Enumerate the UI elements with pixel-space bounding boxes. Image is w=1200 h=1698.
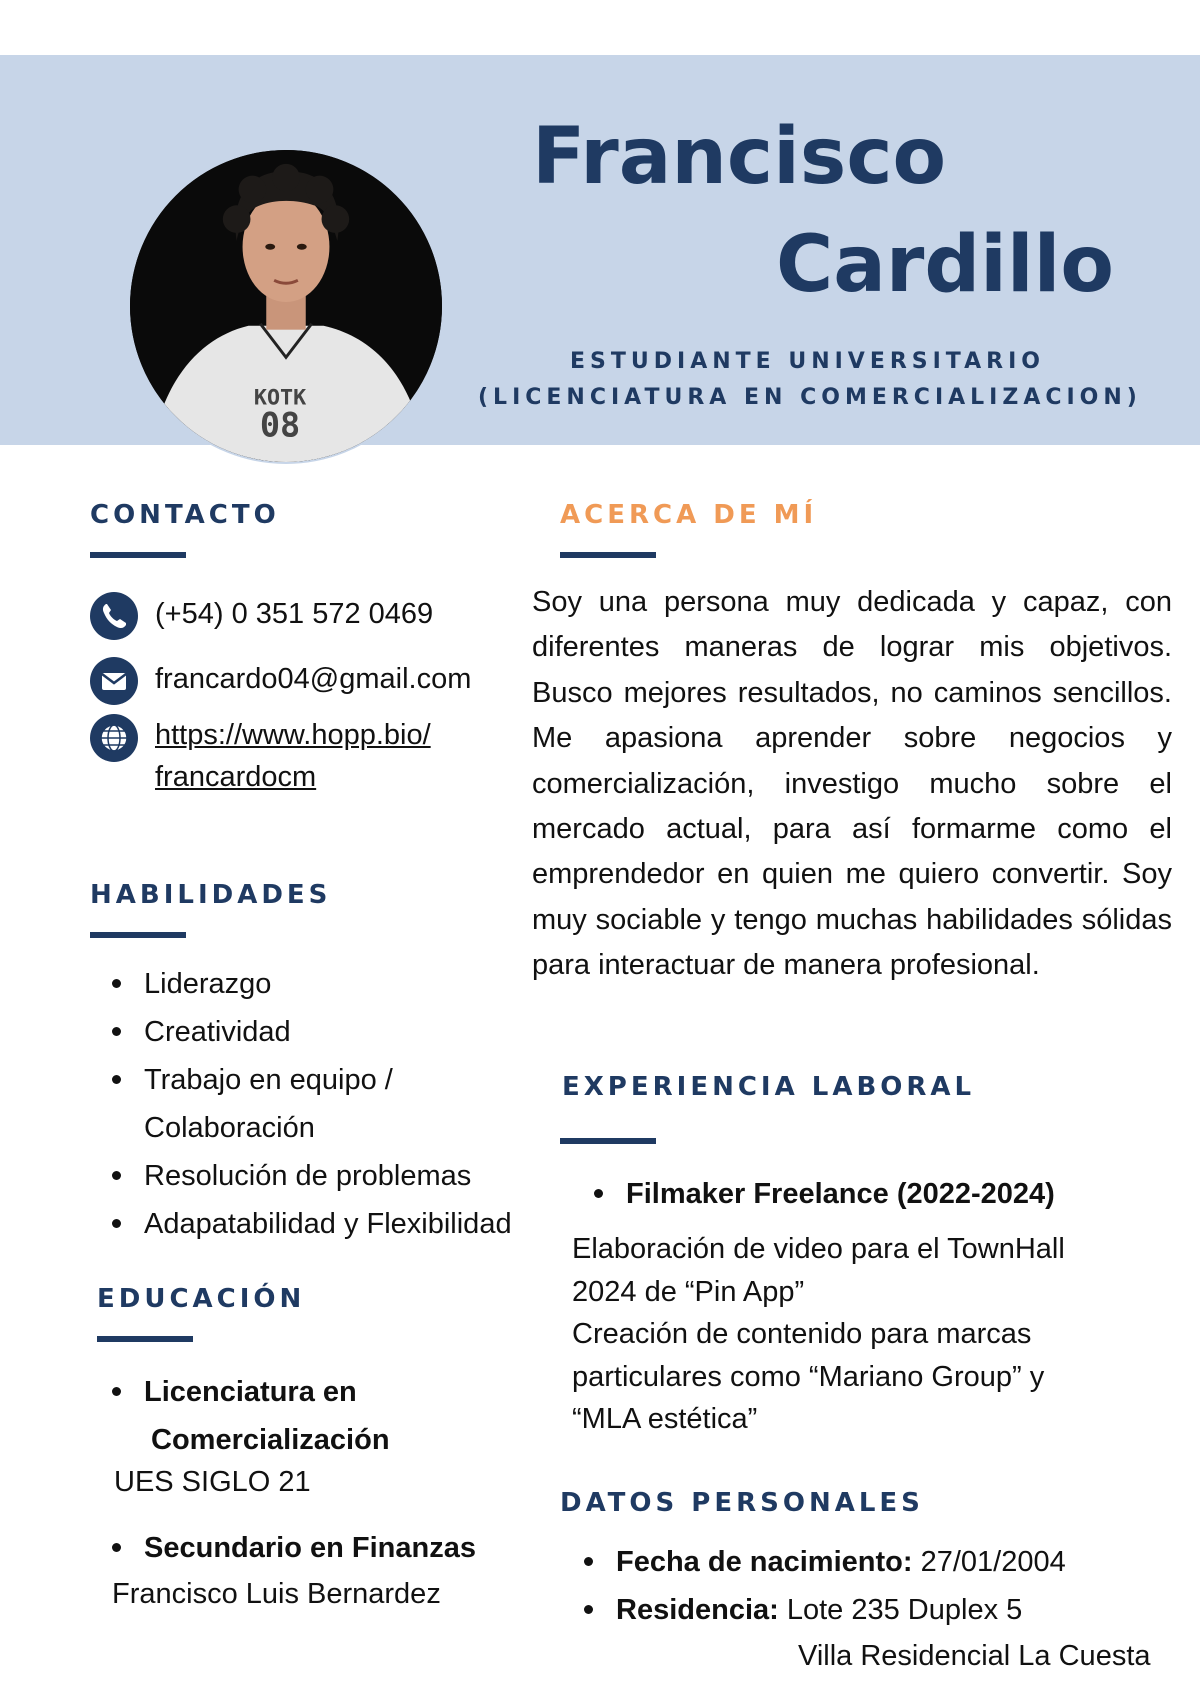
contact-title: CONTACTO <box>90 500 280 530</box>
about-text: Soy una persona muy dedicada y capaz, con diferentes maneras de lograr mis objetivos. Busco mejores resultados, no caminos sencillos. Me apasiona aprender sobre negocios y comercialización, investigo mucho sobre el mercado actual, para así formarme como el emprendedor en quien me quiero convertir. Soy muy sociable y tengo muchas habilidades sólidas para interactuar de manera profesional. <box>532 586 1172 982</box>
skill-item: Creatividad <box>110 1008 512 1056</box>
experience-line: “MLA estética” <box>572 1403 758 1436</box>
skills-title: HABILIDADES <box>90 880 332 910</box>
phone-icon <box>90 592 138 640</box>
experience-rule <box>560 1138 656 1144</box>
name-last: Cardillo <box>776 220 1114 310</box>
globe-icon <box>90 714 138 762</box>
website-link[interactable] <box>155 714 431 798</box>
job-title: Filmaker Freelance (2022-2024) <box>592 1170 1055 1218</box>
skill-item: Liderazgo <box>110 960 512 1008</box>
skills-rule <box>90 932 186 938</box>
skill-item-continuation: Colaboración <box>144 1112 315 1144</box>
residence-item <box>582 1586 1066 1634</box>
education-degree-2 <box>110 1524 476 1572</box>
personal-title: DATOS PERSONALES <box>560 1488 924 1518</box>
residence-value: Lote 235 Duplex 5 <box>778 1594 1023 1626</box>
subtitle-line-1: ESTUDIANTE UNIVERSITARIO <box>570 349 1045 374</box>
degree-line-1: Licenciatura en <box>110 1368 390 1416</box>
website-link-line2: francardocm <box>155 761 317 793</box>
birth-date-item <box>582 1538 1066 1586</box>
phone-number: (+54) 0 351 572 0469 <box>155 598 434 630</box>
education-degree-1 <box>110 1368 390 1464</box>
experience-line: Elaboración de video para el TownHall <box>572 1233 1065 1265</box>
contact-email-row <box>90 657 471 705</box>
contact-phone-row <box>90 592 433 640</box>
about-rule <box>560 552 656 558</box>
education-institution-1: UES SIGLO 21 <box>114 1466 311 1498</box>
birth-value: 27/01/2004 <box>912 1546 1066 1578</box>
birth-label: Fecha de nacimiento: <box>616 1546 913 1578</box>
education-title: EDUCACIÓN <box>97 1284 306 1314</box>
degree-2: Secundario en Finanzas <box>110 1524 476 1572</box>
shirt-text: KOTK <box>253 385 307 411</box>
email-icon <box>90 657 138 705</box>
contact-web-row <box>90 714 431 798</box>
experience-description <box>572 1228 1065 1441</box>
subtitle-line-2: (LICENCIATURA EN COMERCIALIZACION) <box>478 385 1142 410</box>
skills-list <box>110 960 512 1248</box>
experience-line: Creación de contenido para marcas <box>572 1318 1032 1351</box>
skill-item: Trabajo en equipo / <box>110 1056 512 1104</box>
email-link[interactable]: francardo04@gmail.com <box>155 663 472 695</box>
about-title: ACERCA DE MÍ <box>560 500 818 530</box>
shirt-number: 08 <box>259 405 301 445</box>
contact-rule <box>90 552 186 558</box>
skill-item: Adapatabilidad y Flexibilidad <box>110 1200 512 1248</box>
name-first: Francisco <box>532 112 947 202</box>
website-link-line1: https://www.hopp.bio/ <box>155 719 431 751</box>
experience-job <box>592 1170 1055 1218</box>
experience-line: particulares como “Mariano Group” y <box>572 1360 1045 1393</box>
residence-label: Residencia: <box>616 1594 779 1626</box>
education-rule <box>97 1336 193 1342</box>
personal-list <box>582 1538 1066 1634</box>
education-institution-2: Francisco Luis Bernardez <box>112 1578 441 1610</box>
experience-line: 2024 de “Pin App” <box>572 1275 805 1308</box>
degree-line-2: Comercialización <box>151 1424 390 1456</box>
residence-line-2: Villa Residencial La Cuesta <box>798 1640 1151 1672</box>
profile-photo <box>128 148 444 464</box>
experience-title: EXPERIENCIA LABORAL <box>562 1072 976 1102</box>
skill-item: Resolución de problemas <box>110 1152 512 1200</box>
